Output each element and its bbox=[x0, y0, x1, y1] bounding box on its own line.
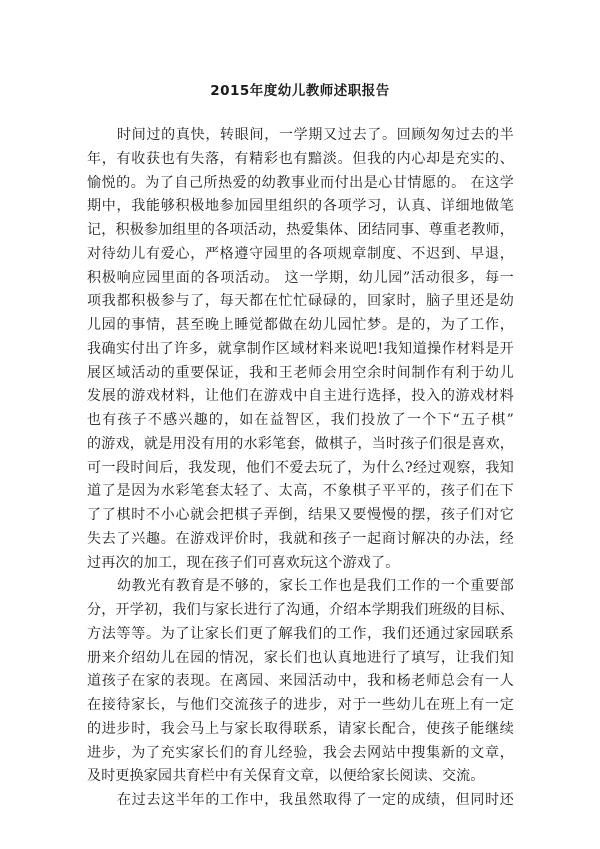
text-line: 愉悦的。为了自己所热爱的幼教事业而付出是心甘情愿的。 在这学 bbox=[87, 174, 514, 191]
text-line: 的游戏，就是用没有用的水彩笔套，做棋子，当时孩子们很是喜欢， bbox=[87, 435, 514, 452]
text-line: 我确实付出了许多，就拿制作区域材料来说吧!我知道操作材料是开 bbox=[87, 340, 514, 357]
text-line: 项我都积极参与了，每天都在忙忙碌碌的，回家时，脑子里还是幼 bbox=[87, 293, 514, 310]
text-line: 在接待家长，与他们交流孩子的进步，对于一些幼儿在班上有一定 bbox=[87, 697, 514, 713]
text-line: 册来介绍幼儿在园的情况，家长们也认真地进行了填写，让我们知 bbox=[87, 649, 514, 666]
text-line: 也有孩子不感兴趣的，如在益智区，我们投放了一个下“五子棋” bbox=[87, 412, 514, 428]
text-line: 的进步时，我会马上与家长取得联系，请家长配合，使孩子能继续 bbox=[87, 720, 514, 737]
text-line: 幼教光有教育是不够的，家长工作也是我们工作的一个重要部 bbox=[117, 578, 514, 595]
text-line: 时间过的真快，转眼间，一学期又过去了。回顾匆匆过去的半 bbox=[117, 127, 514, 143]
document-title: 2015年度幼儿教师述职报告 bbox=[210, 83, 390, 99]
text-line: 积极响应园里面的各项活动。 这一学期，幼儿园”活动很多，每一 bbox=[87, 269, 514, 286]
text-line: 发展的游戏材料，让他们在游戏中自主进行选择，投入的游戏材料 bbox=[87, 388, 514, 405]
text-line: 道孩子在家的表现。在离园、来园活动中，我和杨老师总会有一人 bbox=[87, 673, 514, 690]
text-line: 在过去这半年的工作中，我虽然取得了一定的成绩，但同时还 bbox=[117, 792, 514, 808]
text-line: 分，开学初，我们与家长进行了沟通，介绍本学期我们班级的目标、 bbox=[87, 602, 514, 618]
text-line: 过再次的加工，现在孩子们可喜欢玩这个游戏了。 bbox=[87, 554, 400, 571]
text-line: 展区域活动的重要保证，我和王老师会用空余时间制作有利于幼儿 bbox=[87, 364, 514, 381]
text-line: 可一段时间后，我发现，他们不爱去玩了，为什么?经过观察，我知 bbox=[87, 459, 514, 476]
document-body bbox=[87, 124, 514, 813]
text-line: 了了棋时不小心就会把棋子弄倒，结果又要慢慢的摆，孩子们对它 bbox=[87, 507, 514, 523]
text-line: 失去了兴趣。在游戏评价时，我就和孩子一起商讨解决的办法，经 bbox=[87, 530, 514, 547]
text-line: 记，积极参加组里的各项活动，热爱集体、团结同事、尊重老教师， bbox=[87, 222, 514, 238]
text-line: 道了是因为水彩笔套太轻了、太高，不象棋子平平的，孩子们在下 bbox=[87, 483, 514, 500]
text-line: 对待幼儿有爱心，严格遵守园里的各项规章制度、不迟到、早退， bbox=[87, 245, 514, 262]
text-line: 期中，我能够积极地参加园里组织的各项学习，认真、详细地做笔 bbox=[87, 198, 514, 215]
text-line: 方法等等。为了让家长们更了解我们的工作，我们还通过家园联系 bbox=[87, 625, 514, 642]
text-line: 儿园的事情，甚至晚上睡觉都做在幼儿园忙梦。是的，为了工作， bbox=[87, 317, 514, 333]
text-line: 年，有收获也有失落，有精彩也有黯淡。但我的内心却是充实的、 bbox=[87, 150, 514, 167]
text-line: 及时更换家园共育栏中有关保育文章，以便给家长阅读、交流。 bbox=[87, 768, 485, 785]
text-line: 进步，为了充实家长们的育儿经验，我会去网站中搜集新的文章， bbox=[87, 744, 514, 761]
